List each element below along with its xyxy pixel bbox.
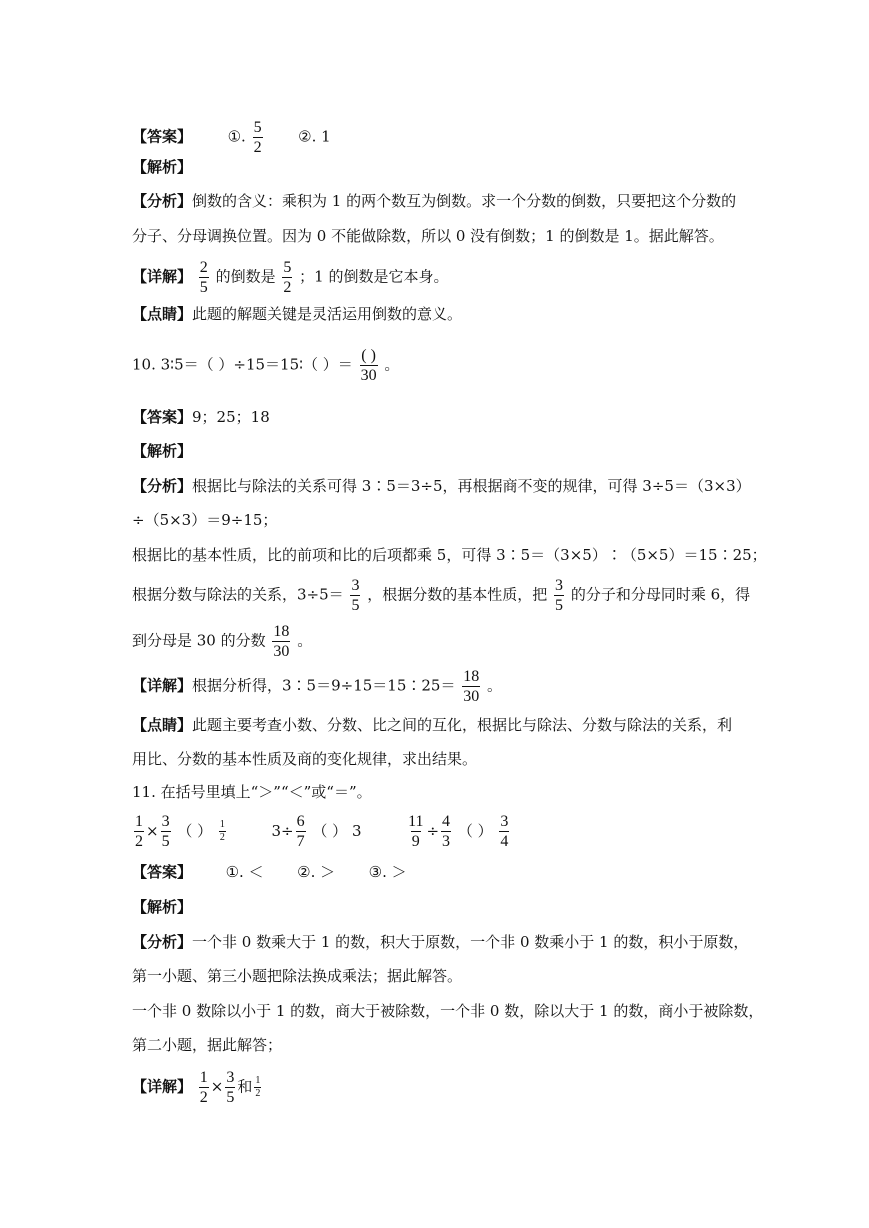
q10-fenxi-line-1: 【分析】根据比与除法的关系可得 3∶5＝3÷5，再根据商不变的规律，可得 3÷5＝（3×3）: [132, 477, 751, 495]
q10-answer-line: 【答案】9；25；18: [132, 408, 270, 426]
q9-dianjing-line: 【点睛】此题的解题关键是灵活运用倒数的意义。: [132, 305, 463, 323]
q9-detail-line: 【详解】 $\frac{2}{5}$ 的倒数是 $\frac{5}{2}$ ；1 的倒数是它本身。: [132, 259, 449, 296]
q11-fenxi-line-2: 第一小题、第三小题把除法换成乘法；据此解答。: [132, 967, 463, 985]
analysis-label: 【解析】: [132, 442, 193, 460]
question-fraction: ( ) 30: [360, 347, 377, 384]
q11-detail-line: 【详解】 $\frac{1}{2}$ × $\frac{3}{5}$ 和 $\frac{1}{2}$: [132, 1069, 261, 1106]
expr-2: 3÷ $\frac{6}{7}$ （ ） 3: [271, 813, 362, 850]
q10-fenxi-line-5: 到分母是 30 的分数 $\frac{18}{30}$ 。: [132, 623, 313, 660]
answer-1-prefix: ①.: [227, 127, 246, 146]
expr-3: $\frac{11}{9}$ ÷ $\frac{4}{3}$ （ ） $\frac{3}{4}$: [408, 813, 509, 850]
q9-fenxi-line-1: 【分析】倒数的含义：乘积为 1 的两个数互为倒数。求一个分数的倒数，只要把这个分数的: [132, 192, 737, 210]
q10-fenxi-line-2: ÷（5×3）＝9÷15；: [132, 511, 278, 529]
q11-expressions: [132, 812, 511, 851]
q10-dianjing-line-2: 用比、分数的基本性质及商的变化规律，求出结果。: [132, 750, 478, 768]
analysis-label: 【解析】: [132, 158, 193, 176]
answer-label: 【答案】: [132, 127, 193, 146]
q11-fenxi-line-1: 【分析】一个非 0 数乘大于 1 的数，积大于原数，一个非 0 数乘小于 1 的数，积小于原数，: [132, 933, 749, 951]
q11-fenxi-line-4: 第二小题，据此解答；: [132, 1036, 283, 1054]
q10-fenxi-line-3: 根据比的基本性质，比的前项和比的后项都乘 5，可得 3∶5＝（3×5）∶（5×5）＝15∶25；: [132, 546, 767, 564]
answer-2: ②. 1: [298, 127, 331, 146]
q9-fenxi-line-2: 分子、分母调换位置。因为 0 不能做除数，所以 0 没有倒数；1 的倒数是 1。据此解答。: [132, 227, 724, 245]
detail-fraction-1: $\frac{2}{5}$: [199, 259, 208, 296]
answer-1-fraction: $\frac{5}{2}$: [253, 119, 262, 156]
q10-dianjing-line-1: 【点睛】此题主要考查小数、分数、比之间的互化，根据比与除法、分数与除法的关系，利: [132, 716, 733, 734]
q10-question: 10. 3∶5＝（ ）÷15＝15∶（ ）＝ ( ) 30 。: [132, 347, 400, 384]
q9-answer-line: [132, 118, 331, 157]
q10-detail-line: 【详解】根据分析得，3∶5＝9÷15＝15∶25＝ $\frac{18}{30}$ 。: [132, 668, 503, 705]
q11-question: 11. 在括号里填上“＞”“＜”或“＝”。: [132, 783, 372, 801]
q11-answer-line: 【答案】 ①. ＜ ②. ＞ ③. ＞: [132, 863, 407, 881]
q10-fenxi-line-4: 根据分数与除法的关系，3÷5＝ $\frac{3}{5}$ ，根据分数的基本性质，把 $\frac{3}{5}$ 的分子和分母同时乘 6，得: [132, 577, 751, 614]
analysis-label: 【解析】: [132, 898, 193, 916]
q11-fenxi-line-3: 一个非 0 数除以小于 1 的数，商大于被除数，一个非 0 数，除以大于 1 的数，商小于被除数，: [132, 1002, 764, 1020]
detail-fraction-2: $\frac{5}{2}$: [283, 259, 292, 296]
expr-1: $\frac{1}{2}$ × $\frac{3}{5}$ （ ） $\frac{1}{2}$: [135, 813, 225, 850]
